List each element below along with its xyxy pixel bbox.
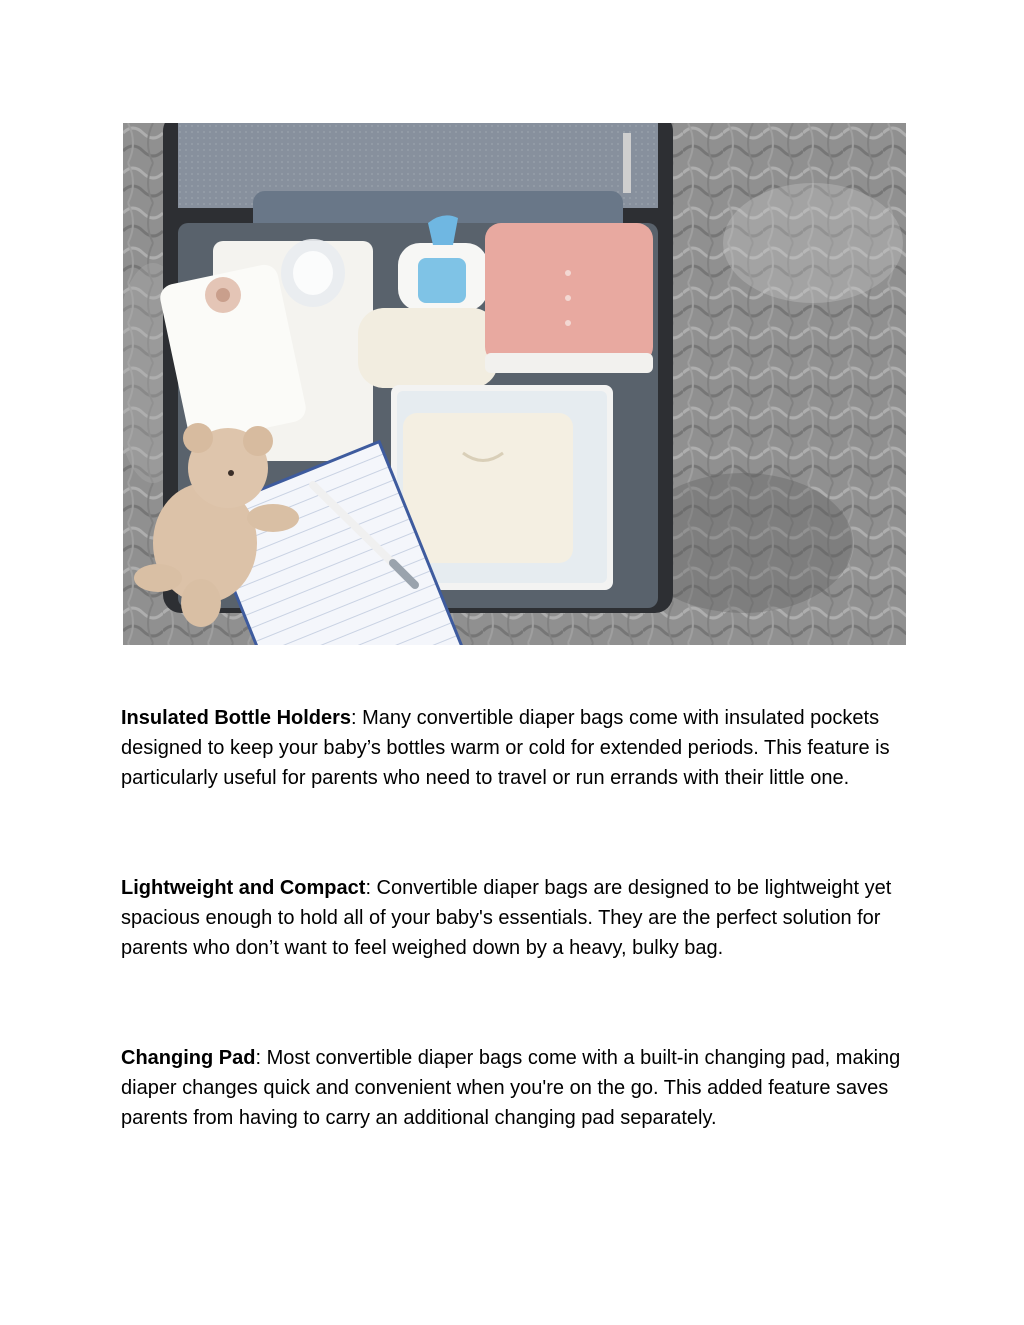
term-separator: :: [351, 707, 357, 729]
term-separator: :: [255, 1047, 262, 1069]
paragraph-body: Convertible diaper bags are designed to be lightweight yet spacious enough to hold all of your baby's essentials. They are the perfect solution for parents who don’t want to feel weighed down by a heavy, bulky bag.: [121, 877, 892, 959]
term-insulated-bottle-holders: Insulated Bottle Holders: [121, 707, 352, 729]
paragraph-changing-pad: [121, 1043, 921, 1133]
paragraph-body: Many convertible diaper bags come with insulated pockets designed to keep your baby’s bottles warm or cold for extended periods. This feature is particularly useful for parents who need to travel or run errands with their little one.: [121, 707, 890, 789]
term-lightweight-and-compact: Lightweight and Compact: [121, 877, 366, 899]
suitcase-photo: [123, 123, 906, 645]
paragraph-lightweight-and-compact: [121, 873, 921, 963]
term-separator: :: [365, 877, 371, 899]
paragraph-insulated-bottle-holders: [121, 703, 921, 793]
term-changing-pad: Changing Pad: [121, 1047, 256, 1069]
packed-baby-suitcase-photo-icon: [123, 123, 906, 645]
paragraph-body: Most convertible diaper bags come with a built-in changing pad, making diaper changes quick and convenient when you're on the go. This added feature saves parents from having to carry an additional changing pad separately.: [121, 1047, 901, 1129]
